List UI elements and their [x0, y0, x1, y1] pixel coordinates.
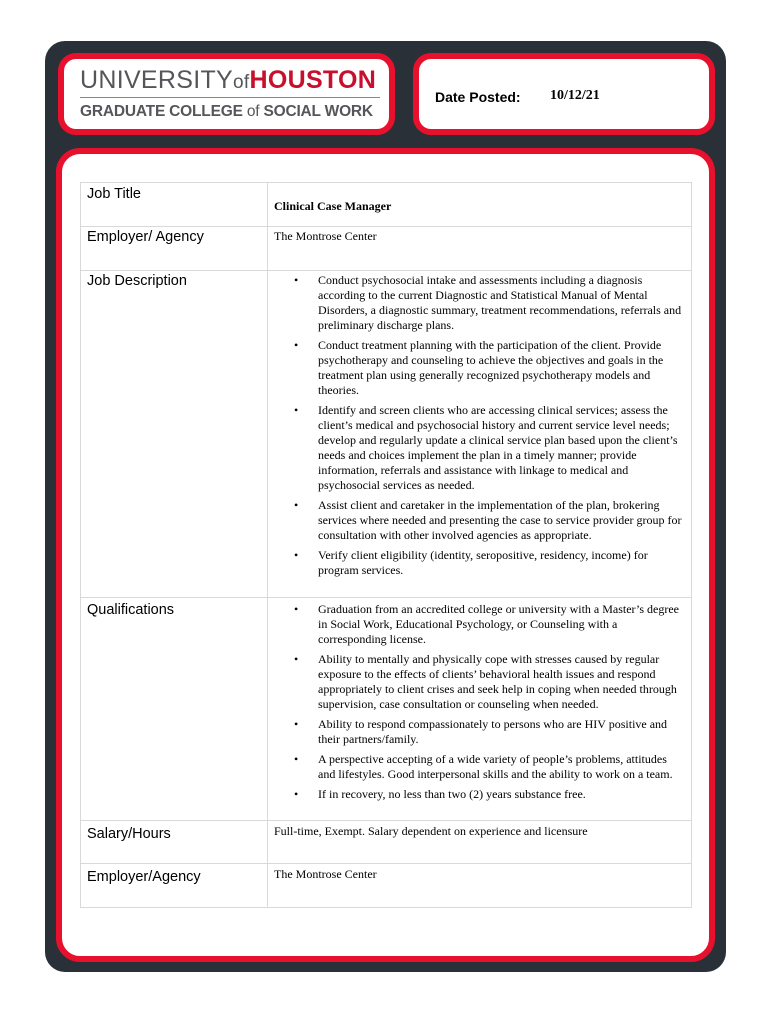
date-posted-label: Date Posted: [435, 89, 521, 105]
list-item: • Graduation from an accredited college or university with a Master’s degree in Social Work, Educational Psychology, or Counseling with a corresponding license. [294, 602, 679, 646]
job-title-value: Clinical Case Manager [268, 183, 692, 227]
bullet-icon: • [294, 752, 299, 766]
job-description-value [268, 271, 692, 598]
employer-label: Employer/ Agency [81, 227, 268, 271]
table-row [81, 227, 692, 271]
list-item: • Conduct psychosocial intake and assessments including a diagnosis according to the current Diagnostic and Statistical Manual of Mental Disorders, a diagnostic summary, treatment recommendations, referrals and preliminary discharge plans. [294, 273, 682, 332]
job-description-list [268, 273, 691, 578]
list-item: • If in recovery, no less than two (2) years substance free. [294, 787, 586, 801]
bullet-icon: • [294, 338, 299, 352]
list-item: • Ability to respond compassionately to persons who are HIV positive and their partners/family. [294, 717, 668, 746]
bullet-icon: • [294, 548, 299, 562]
table-row [81, 598, 692, 821]
logo-panel [58, 53, 395, 135]
table-row [81, 821, 692, 864]
job-details-table [80, 182, 692, 908]
list-item: • Assist client and caretaker in the implementation of the plan, brokering services where needed and presenting the case to service provider group for consultation with other involved agencies as appropriate. [294, 498, 682, 542]
employer-value: The Montrose Center [268, 227, 692, 271]
salary-label: Salary/Hours [81, 821, 268, 864]
bullet-icon: • [294, 403, 299, 417]
job-description-label: Job Description [81, 271, 268, 598]
bullet-icon: • [294, 498, 299, 512]
salary-value: Full-time, Exempt. Salary dependent on experience and licensure [268, 821, 692, 864]
qualifications-label: Qualifications [81, 598, 268, 821]
list-item: • Identify and screen clients who are accessing clinical services; assess the client’s medical and psychosocial history and current service level needs; develop and regularly update a clinical service plan based upon the client’s needs and choices implement the plan in a timely manner; provide information, referrals and assistance with linkage to medical and psychosocial services as needed. [294, 403, 678, 492]
bullet-icon: • [294, 273, 299, 287]
bullet-icon: • [294, 717, 299, 731]
qualifications-value [268, 598, 692, 821]
table-row [81, 183, 692, 227]
university-logo: UNIVERSITYofHOUSTON [80, 66, 377, 94]
list-item: • Conduct treatment planning with the participation of the client. Provide psychotherapy and counseling to achieve the objectives and goals in the treatment plan using generally recognized psychotherapy models and theories. [294, 338, 664, 397]
college-name: GRADUATE COLLEGE of SOCIAL WORK [80, 103, 373, 120]
date-panel [413, 53, 715, 135]
logo-divider [80, 97, 380, 98]
bullet-icon: • [294, 787, 299, 801]
date-posted-value: 10/12/21 [550, 88, 600, 103]
employer-agency-value: The Montrose Center [268, 864, 692, 908]
qualifications-list [268, 602, 691, 802]
job-title-label: Job Title [81, 183, 268, 227]
list-item: • Ability to mentally and physically cope with stresses caused by regular exposure to the effects of clients’ behavioral health issues and respond appropriately to client crises and seek help in coping when needed through supervision, case consultation or counseling when needed. [294, 652, 677, 711]
list-item: • A perspective accepting of a wide variety of people’s problems, attitudes and lifestyles. Good interpersonal skills and the ability to work on a team. [294, 752, 673, 781]
employer-agency-label: Employer/Agency [81, 864, 268, 908]
table-row [81, 271, 692, 598]
bullet-icon: • [294, 652, 299, 666]
bullet-icon: • [294, 602, 299, 616]
table-row [81, 864, 692, 908]
list-item: • Verify client eligibility (identity, seropositive, residency, income) for program services. [294, 548, 648, 577]
